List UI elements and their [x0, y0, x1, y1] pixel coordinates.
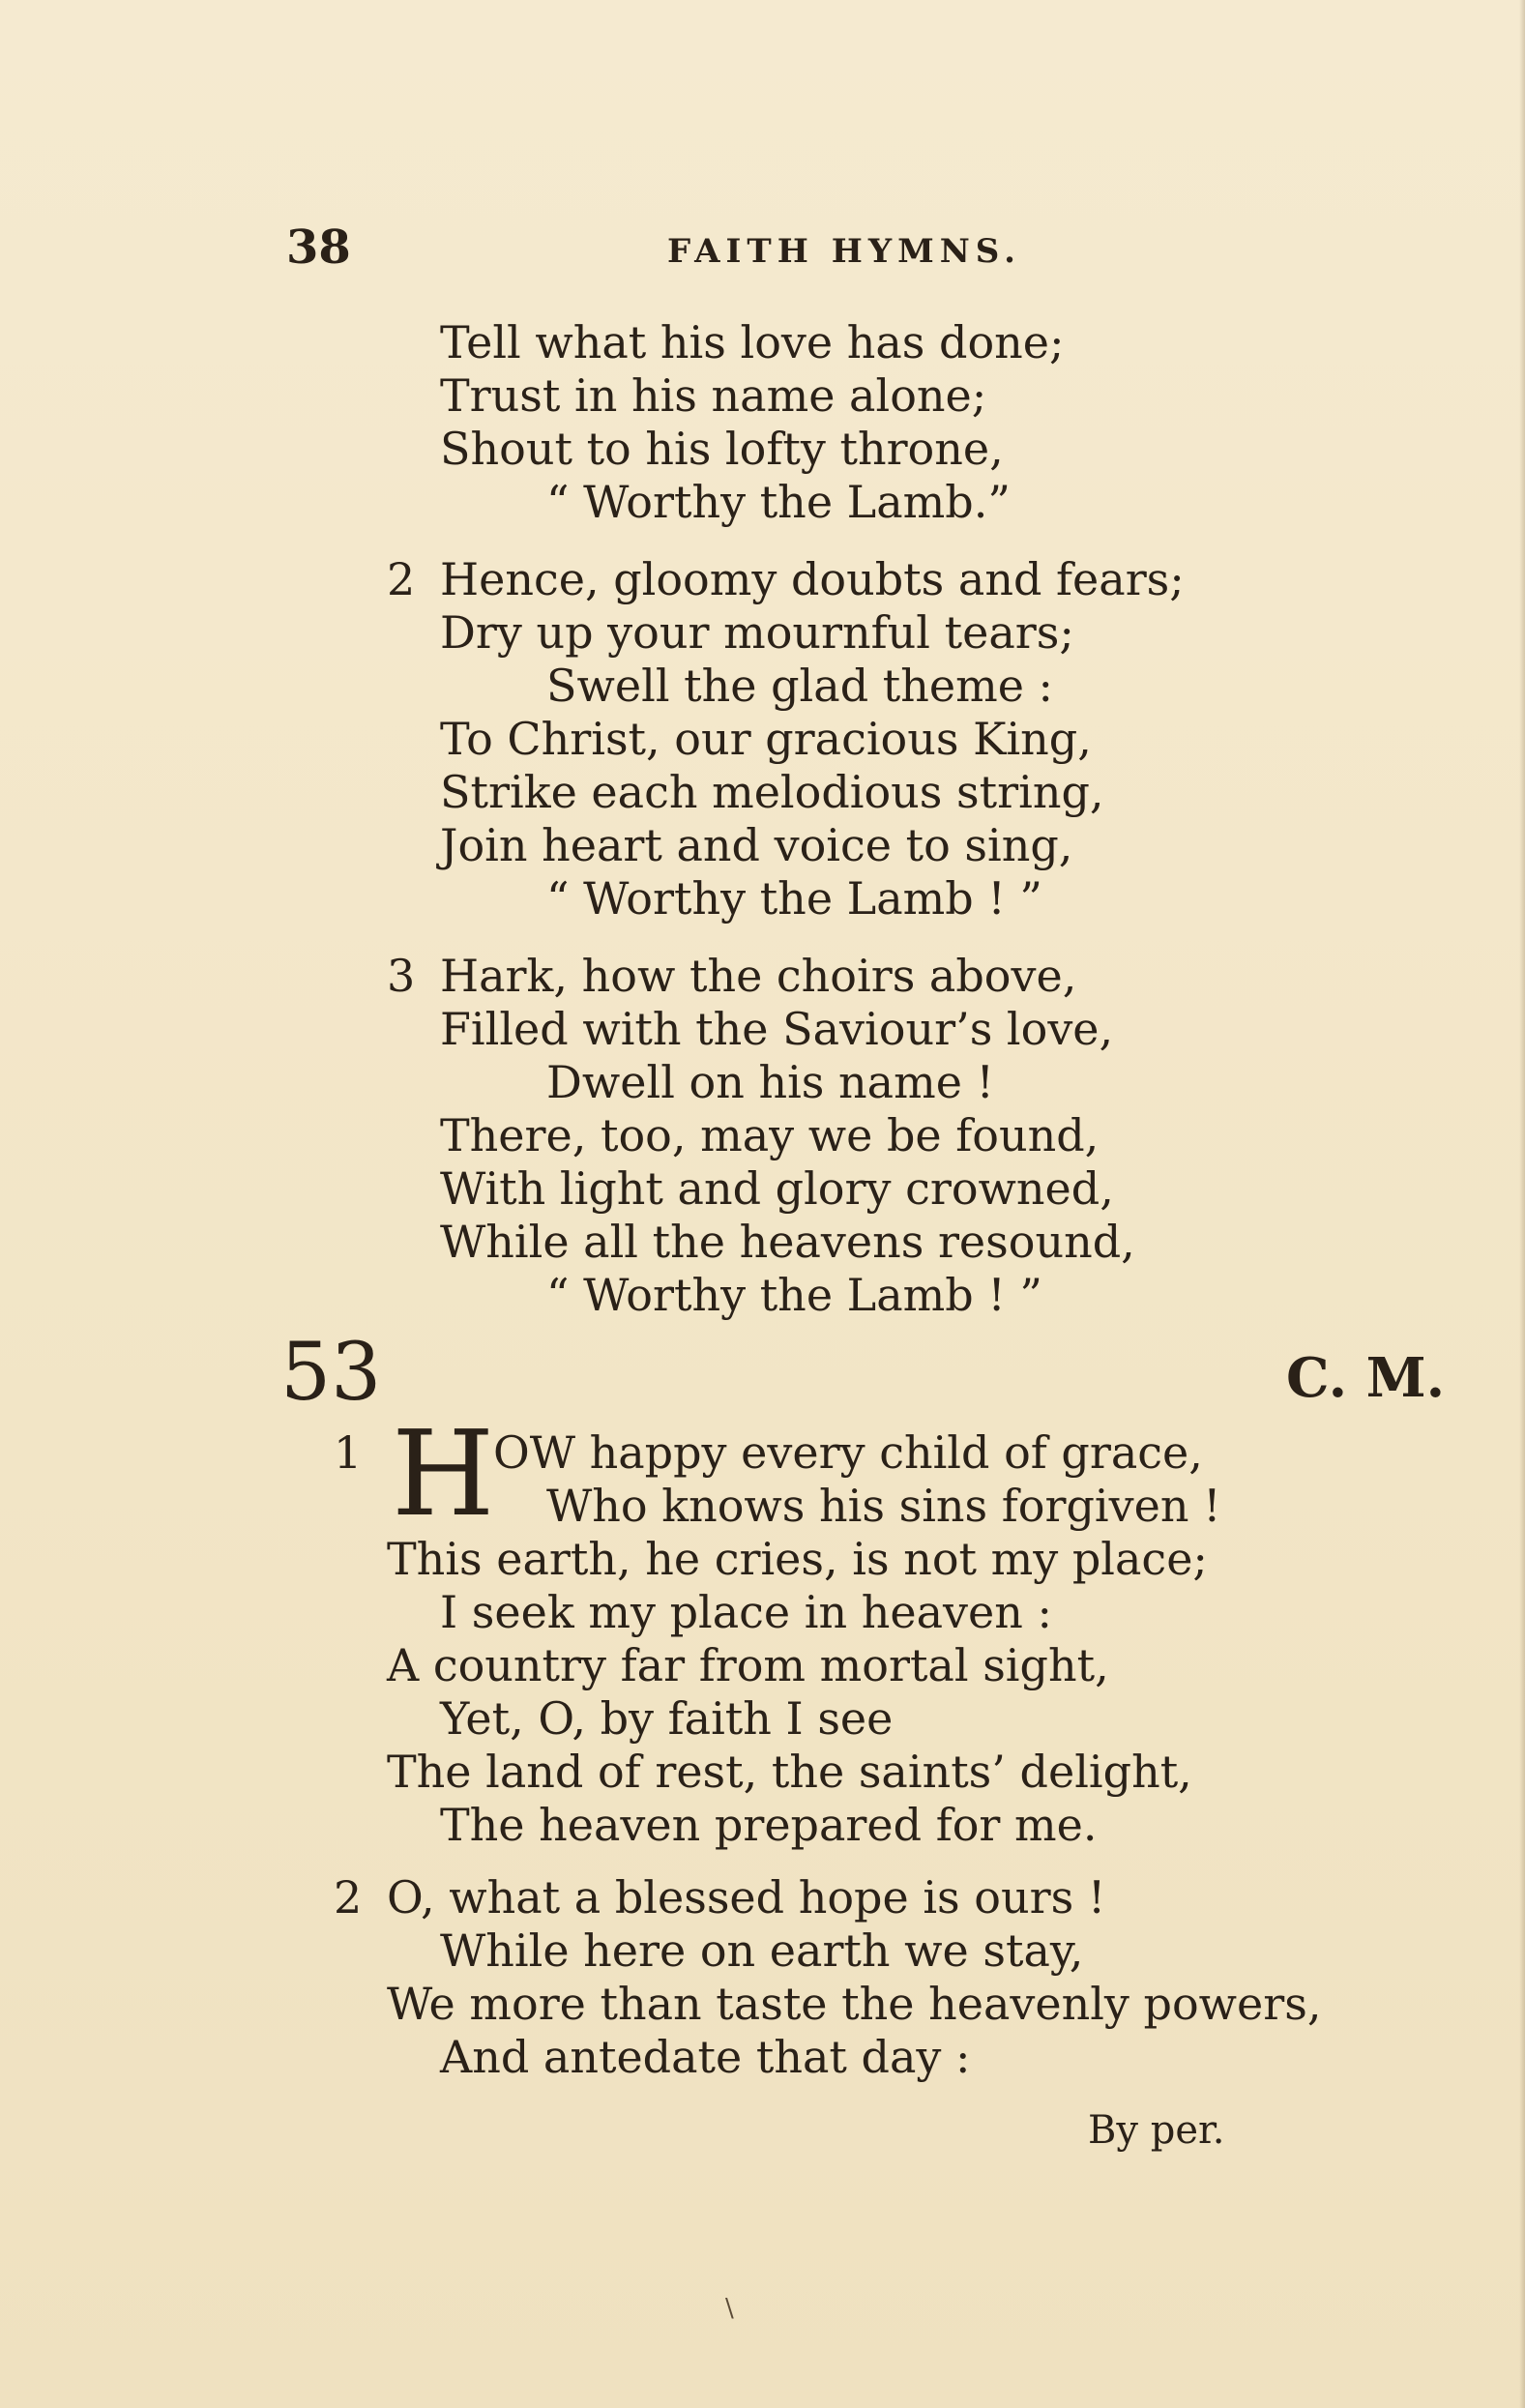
verse-line: There, too, may we be found, — [440, 1109, 1100, 1161]
verse-line: The heaven prepared for me. — [440, 1799, 1098, 1851]
verse-line: Hark, how the choirs above, — [440, 950, 1077, 1002]
stanza-number: 1 — [334, 1426, 363, 1479]
verse-line: With light and glory crowned, — [440, 1162, 1114, 1215]
verse-line: Dry up your mournful tears; — [440, 606, 1074, 659]
verse-line: Swell the glad theme : — [546, 660, 1054, 712]
verse-line: While all the heavens resound, — [440, 1216, 1135, 1268]
verse-line: Filled with the Saviour’s love, — [440, 1003, 1114, 1055]
verse-line: To Christ, our gracious King, — [440, 713, 1092, 765]
stanza-number: 3 — [387, 950, 416, 1002]
stanza-number: 2 — [334, 1871, 363, 1923]
verse-line: While here on earth we stay, — [440, 1924, 1084, 1977]
verse-line: Trust in his name alone; — [440, 369, 987, 422]
verse-line: Strike each melodious string, — [440, 766, 1104, 818]
verse-line: The land of rest, the saints’ delight, — [387, 1746, 1192, 1798]
verse-line: Join heart and voice to sing, — [440, 819, 1073, 871]
stanza-number: 2 — [387, 553, 416, 605]
verse-line: Dwell on his name ! — [546, 1056, 995, 1108]
verse-line: Tell what his love has done; — [440, 316, 1065, 368]
verse-line: OW happy every child of grace, — [493, 1426, 1203, 1479]
verse-line: We more than taste the heavenly powers, — [387, 1978, 1322, 2030]
verse-line: A country far from mortal sight, — [387, 1639, 1109, 1691]
verse-line: Yet, O, by faith I see — [440, 1692, 894, 1745]
running-title: FAITH HYMNS. — [667, 232, 1021, 271]
page-number: 38 — [286, 220, 351, 275]
drop-cap: H — [392, 1405, 495, 1542]
verse-line: Hence, gloomy doubts and fears; — [440, 553, 1185, 605]
page-header — [0, 220, 1525, 279]
verse-line: O, what a blessed hope is ours ! — [387, 1871, 1106, 1923]
verse-line: I seek my place in heaven : — [440, 1586, 1052, 1638]
print-speck: \ — [725, 2294, 734, 2323]
permission-credit: By per. — [1088, 2108, 1225, 2153]
verse-line: “ Worthy the Lamb ! ” — [546, 872, 1042, 925]
verse-line: “ Worthy the Lamb.” — [546, 476, 1011, 528]
verse-line: “ Worthy the Lamb ! ” — [546, 1269, 1042, 1321]
hymn-meter: C. M. — [1286, 1346, 1446, 1410]
verse-line: Shout to his lofty throne, — [440, 423, 1004, 475]
verse-line: Who knows his sins forgiven ! — [546, 1480, 1221, 1532]
hymn-number: 53 — [280, 1327, 382, 1419]
verse-line: This earth, he cries, is not my place; — [387, 1533, 1208, 1585]
page-edge — [1519, 0, 1525, 2408]
verse-line: And antedate that day : — [440, 2031, 971, 2083]
